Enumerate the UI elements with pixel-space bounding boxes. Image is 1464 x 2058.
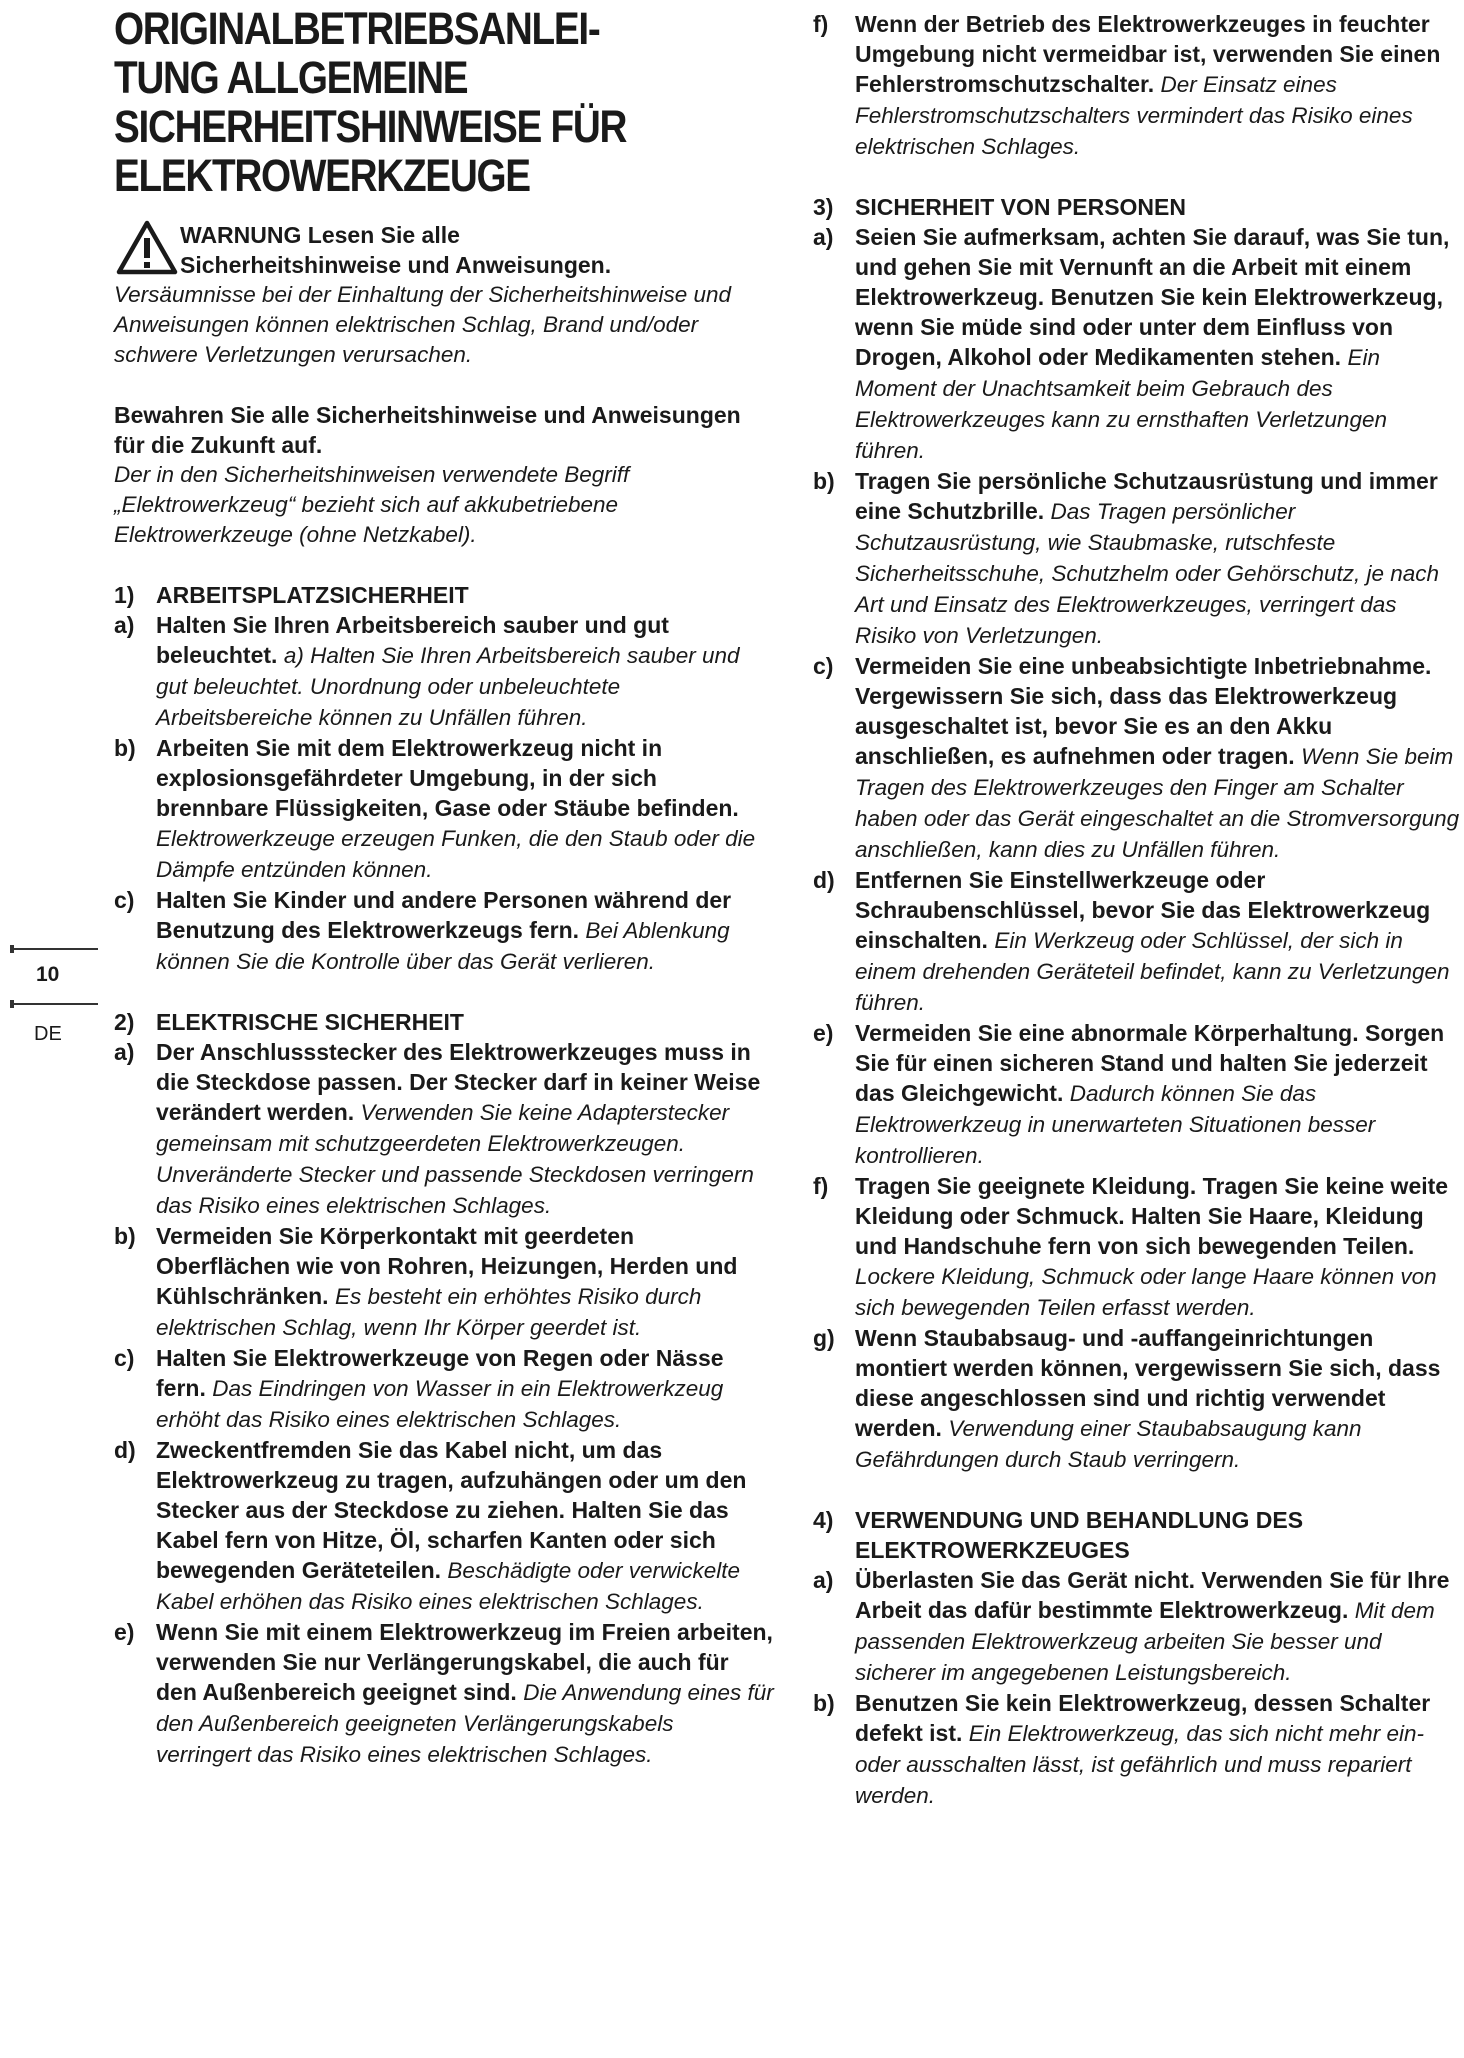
keep-instructions-text: Der in den Sicherheitshinweisen verwendete Begriff „Elektrowerkzeug“ bezieht sich auf akkubetriebene Elektrowerkzeuge (ohne Netzkabel). [114, 462, 630, 547]
section-heading [813, 192, 1463, 222]
section-number: 4) [813, 1507, 834, 1533]
item-label: c) [114, 887, 135, 913]
list-item [813, 651, 1463, 865]
title-line: ORIGINALBETRIEBSANLEI- [114, 3, 600, 54]
list-item [114, 1037, 774, 1221]
item-bold: Arbeiten Sie mit dem Elektrowerkzeug nicht in explosionsgefährdeter Umgebung, in der sich brennbare Flüssigkeiten, Gase oder Stäube befinden. [156, 735, 739, 821]
list-item [813, 1018, 1463, 1171]
item-label: d) [114, 1437, 136, 1463]
page-marker-line [12, 948, 98, 950]
item-label: f) [813, 1173, 829, 1199]
item-bold: Vermeiden Sie Körperkontakt mit geerdeten Oberflächen wie von Rohren, Heizungen, Herden und Kühlschränken. [156, 1223, 738, 1309]
section-title: ELEKTRISCHE SICHERHEIT [156, 1009, 464, 1035]
item-bold: Entfernen Sie Einstellwerkzeuge oder Schraubenschlüssel, bevor Sie das Elektrowerkzeug einschalten. [855, 867, 1431, 953]
item-text: Bei Ablenkung können Sie die Kontrolle über das Gerät verlieren. [156, 918, 730, 974]
item-bold: Wenn Sie mit einem Elektrowerkzeug im Freien arbeiten, verwenden Sie nur Verlängerungskabel, die auch für den Außenbereich geeignet sind. [156, 1619, 773, 1705]
item-bold: Halten Sie Ihren Arbeitsbereich sauber und gut beleuchtet. [156, 612, 669, 668]
item-bold: Benutzen Sie kein Elektrowerkzeug, dessen Schalter defekt ist. [855, 1690, 1431, 1746]
title-line: SICHERHEITSHINWEISE FÜR [114, 101, 627, 152]
item-bold: Vermeiden Sie eine abnormale Körperhaltung. Sorgen Sie für einen sicheren Stand und halten Sie jederzeit das Gleichgewicht. [855, 1020, 1445, 1106]
section-heading [813, 1505, 1463, 1565]
section-heading [114, 580, 774, 610]
item-text: Es besteht ein erhöhtes Risiko durch elektrischen Schlag, wenn Ihr Körper geerdet ist. [156, 1284, 702, 1340]
list-item [813, 9, 1463, 162]
list-item [114, 1435, 774, 1617]
item-bold: Tragen Sie geeignete Kleidung. Tragen Sie keine weite Kleidung oder Schmuck. Halten Sie Haare, Kleidung und Handschuhe fern von sich bewegenden Teilen. [855, 1173, 1449, 1259]
list-item [114, 1617, 774, 1770]
list-item [114, 733, 774, 885]
section-heading [114, 1007, 774, 1037]
list-item [813, 865, 1463, 1018]
item-label: a) [114, 612, 135, 638]
item-label: b) [813, 468, 835, 494]
item-text: Ein Werkzeug oder Schlüssel, der sich in einem drehenden Geräteteil befindet, kann zu Verletzungen führen. [855, 928, 1450, 1015]
item-bold: Halten Sie Kinder und andere Personen während der Benutzung des Elektrowerkzeugs fern. [156, 887, 732, 943]
section-number: 2) [114, 1009, 135, 1035]
page-title [114, 4, 768, 200]
section-number: 1) [114, 582, 135, 608]
list-item [114, 1221, 774, 1343]
list-item [813, 1565, 1463, 1688]
item-label: b) [114, 1223, 136, 1249]
item-text: Wenn Sie beim Tragen des Elektrowerkzeuges den Finger am Schalter haben oder das Gerät eingeschaltet an die Stromversorgung anschließen, kann dies zu Unfällen führen. [855, 744, 1460, 862]
item-bold: Wenn der Betrieb des Elektrowerkzeuges in feuchter Umgebung nicht vermeidbar ist, verwenden Sie einen Fehlerstromschutzschalter. [855, 11, 1441, 97]
item-bold: Der Anschlussstecker des Elektrowerkzeuges muss in die Steckdose passen. Der Stecker darf in keiner Weise verändert werden. [156, 1039, 761, 1125]
item-label: a) [813, 224, 834, 250]
warning-text: Versäumnisse bei der Einhaltung der Sicherheitshinweise und Anweisungen können elektrischen Schlag, Brand und/oder schwere Verletzungen verursachen. [114, 282, 732, 367]
item-text: a) Halten Sie Ihren Arbeitsbereich sauber und gut beleuchtet. Unordnung oder unbeleuchtete Arbeitsbereiche können zu Unfällen führen. [156, 643, 740, 730]
language-code: DE [34, 1023, 62, 1045]
item-label: b) [114, 735, 136, 761]
warning-triangle-icon [116, 220, 178, 276]
item-label: b) [813, 1690, 835, 1716]
item-text: Verwenden Sie keine Adapterstecker gemeinsam mit schutzgeerdeten Elektrowerkzeugen. Unveränderte Stecker und passende Steckdosen verringern das Risiko eines elektrischen Schlages. [156, 1100, 754, 1218]
item-bold: Wenn Staubabsaug- und -auffangeinrichtungen montiert werden können, vergewissern Sie sich, dass diese angeschlossen sind und richtig verwendet werden. [855, 1325, 1441, 1441]
page-number: 10 [36, 963, 60, 986]
item-label: a) [813, 1567, 834, 1593]
item-text: Die Anwendung eines für den Außenbereich geeigneten Verlängerungskabels verringert das Risiko eines elektrischen Schlages. [156, 1680, 774, 1767]
item-label: d) [813, 867, 835, 893]
item-bold: Überlasten Sie das Gerät nicht. Verwenden Sie für Ihre Arbeit das dafür bestimmte Elektrowerkzeug. [855, 1567, 1450, 1623]
list-item [813, 1171, 1463, 1323]
list-item [813, 466, 1463, 651]
section-title: ARBEITSPLATZSICHERHEIT [156, 582, 469, 608]
section-number: 3) [813, 194, 834, 220]
item-label: c) [813, 653, 834, 679]
right-column [813, 0, 1463, 1811]
section-title: SICHERHEIT VON PERSONEN [855, 194, 1186, 220]
item-label: a) [114, 1039, 135, 1065]
list-item [813, 222, 1463, 466]
item-label: g) [813, 1325, 835, 1351]
list-item [114, 1343, 774, 1435]
item-bold: Halten Sie Elektrowerkzeuge von Regen oder Nässe fern. [156, 1345, 724, 1401]
item-text: Ein Moment der Unachtsamkeit beim Gebrauch des Elektrowerkzeuges kann zu ernsthaften Verletzungen führen. [855, 345, 1387, 463]
section-title: VERWENDUNG UND BEHANDLUNG DES ELEKTROWERKZEUGES [855, 1507, 1304, 1563]
page-marker-line [12, 1003, 98, 1005]
item-text: Der Einsatz eines Fehlerstromschutzschalters vermindert das Risiko eines elektrischen Schlages. [855, 72, 1413, 159]
item-text: Verwendung einer Staubabsaugung kann Gefährdungen durch Staub verringern. [855, 1416, 1362, 1472]
warning-heading: WARNUNG Lesen Sie alle [180, 222, 460, 248]
item-text: Ein Elektrowerkzeug, das sich nicht mehr ein- oder ausschalten lässt, ist gefährlich und muss repariert werden. [855, 1721, 1424, 1808]
item-label: c) [114, 1345, 135, 1371]
item-text: Lockere Kleidung, Schmuck oder lange Haare können von sich bewegenden Teilen erfasst werden. [855, 1264, 1437, 1320]
item-label: e) [813, 1020, 834, 1046]
item-label: e) [114, 1619, 135, 1645]
item-bold: Vermeiden Sie eine unbeabsichtigte Inbetriebnahme. Vergewissern Sie sich, dass das Elektrowerkzeug ausgeschaltet ist, bevor Sie es an den Akku anschließen, es aufnehmen oder tragen. [855, 653, 1432, 769]
item-text: Dadurch können Sie das Elektrowerkzeug in unerwarteten Situationen besser kontrollieren. [855, 1081, 1376, 1168]
item-label: f) [813, 11, 829, 37]
warning-block [114, 220, 774, 370]
item-text: Mit dem passenden Elektrowerkzeug arbeiten Sie besser und sicherer im angegebenen Leistungsbereich. [855, 1598, 1435, 1685]
warning-heading-2: Sicherheitshinweise und Anweisungen. [180, 252, 612, 278]
list-item [813, 1323, 1463, 1475]
item-text: Elektrowerkzeuge erzeugen Funken, die den Staub oder die Dämpfe entzünden können. [156, 826, 756, 882]
title-line: ELEKTROWERKZEUGE [114, 150, 530, 201]
left-column [114, 0, 774, 1770]
item-text: Das Tragen persönlicher Schutzausrüstung, wie Staubmaske, rutschfeste Sicherheitsschuhe, Schutzhelm oder Gehörschutz, je nach Art und Einsatz des Elektrowerkzeuges, verringert das Risiko von Verletzungen. [855, 499, 1440, 648]
item-bold: Zweckentfremden Sie das Kabel nicht, um das Elektrowerkzeug zu tragen, aufzuhängen oder um den Stecker aus der Steckdose zu ziehen. Halten Sie das Kabel fern von Hitze, Öl, scharfen Kanten oder sich bewegenden Geräteteilen. [156, 1437, 747, 1583]
title-line: TUNG ALLGEMEINE [114, 52, 468, 103]
item-text: Beschädigte oder verwickelte Kabel erhöhen das Risiko eines elektrischen Schlages. [156, 1558, 741, 1614]
item-bold: Seien Sie aufmerksam, achten Sie darauf, was Sie tun, und gehen Sie mit Vernunft an die Arbeit mit einem Elektrowerkzeug. Benutzen Sie kein Elektrowerkzeug, wenn Sie müde sind oder unter dem Einfluss von Drogen, Alkohol oder Medikamenten stehen. [855, 224, 1450, 370]
item-text: Das Eindringen von Wasser in ein Elektrowerkzeug erhöht das Risiko eines elektrischen Schlages. [156, 1376, 724, 1432]
list-item [114, 885, 774, 977]
item-bold: Tragen Sie persönliche Schutzausrüstung und immer eine Schutzbrille. [855, 468, 1438, 524]
list-item [813, 1688, 1463, 1811]
keep-instructions-heading: Bewahren Sie alle Sicherheitshinweise und Anweisungen für die Zukunft auf. [114, 402, 741, 458]
list-item [114, 610, 774, 733]
